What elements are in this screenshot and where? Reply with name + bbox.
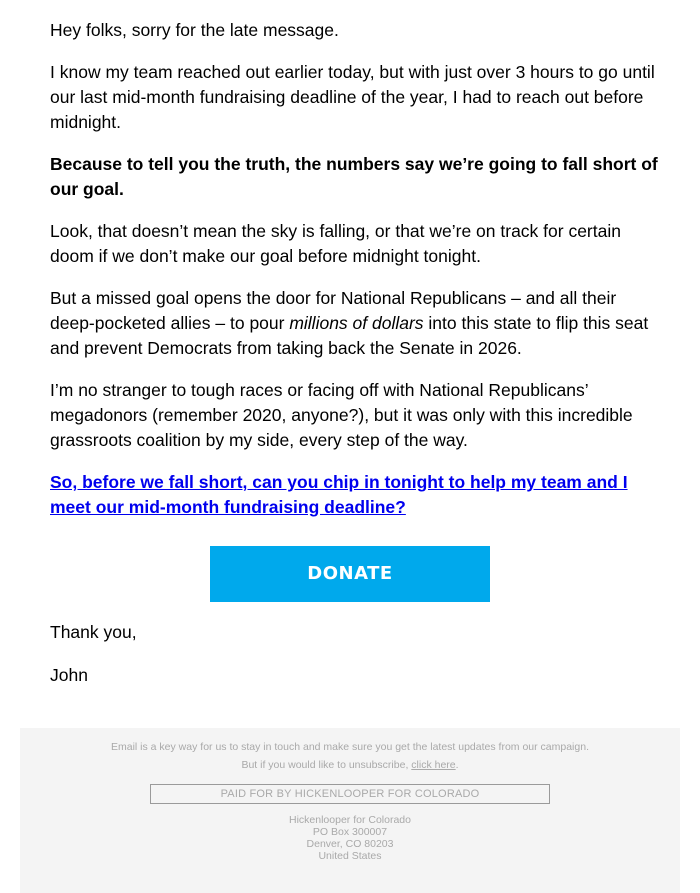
paragraph-fall-short: Because to tell you the truth, the numbers say we’re going to fall short of our goal. (50, 154, 658, 199)
footer-stay-in-touch: Email is a key way for us to stay in touch and make sure you get the latest updates from our campaign. (111, 741, 589, 753)
paragraph-deadline: I know my team reached out earlier today, but with just over 3 hours to go until our last mid-month fundraising deadline of the year, I had to reach out before midnight. (50, 62, 655, 132)
thank-you: Thank you, (50, 622, 137, 642)
donate-button[interactable]: DONATE (210, 546, 490, 602)
footer-unsubscribe-line (20, 756, 680, 774)
missed-goal-text-start: But a missed goal opens the door for National Republicans – and all their deep-pocketed allies – to pour (50, 288, 617, 333)
unsubscribe-link[interactable]: click here (411, 759, 456, 771)
millions-emphasis: millions of dollars (289, 313, 424, 333)
address-line: Hickenlooper for Colorado (289, 814, 411, 826)
signature: John (50, 665, 88, 685)
paragraph-stranger: I’m no stranger to tough races or facing off with National Republicans’ megadonors (remember 2020, anyone?), but it was only with this incredible grassroots coalition by my side, every step of the way. (50, 380, 633, 450)
chip-in-link[interactable]: So, before we fall short, can you chip in tonight to help my team and I meet our mid-month fundraising deadline? (50, 472, 628, 517)
unsubscribe-text-end: . (455, 759, 459, 771)
missed-goal-text-end: into this state to flip this seat and prevent Democrats from taking back the Senate in 2026. (50, 313, 649, 358)
greeting: Hey folks, sorry for the late message. (50, 20, 339, 40)
email-footer (20, 728, 680, 893)
address-line: PO Box 300007 (312, 826, 388, 838)
paragraph-sky-falling: Look, that doesn’t mean the sky is falling, or that we’re on track for certain doom if we don’t make our goal before midnight tonight. (50, 221, 621, 266)
address-line: Denver, CO 80203 (306, 838, 394, 850)
paid-for-disclaimer: PAID FOR BY HICKENLOOPER FOR COLORADO (150, 784, 550, 804)
cta-paragraph (50, 470, 660, 520)
unsubscribe-text-start: But if you would like to unsubscribe, (241, 759, 412, 771)
email-body (50, 18, 660, 537)
address-line: United States (318, 850, 382, 862)
paragraph-missed-goal (50, 286, 660, 361)
donate-wrapper (210, 546, 490, 602)
mailing-address (20, 814, 680, 862)
